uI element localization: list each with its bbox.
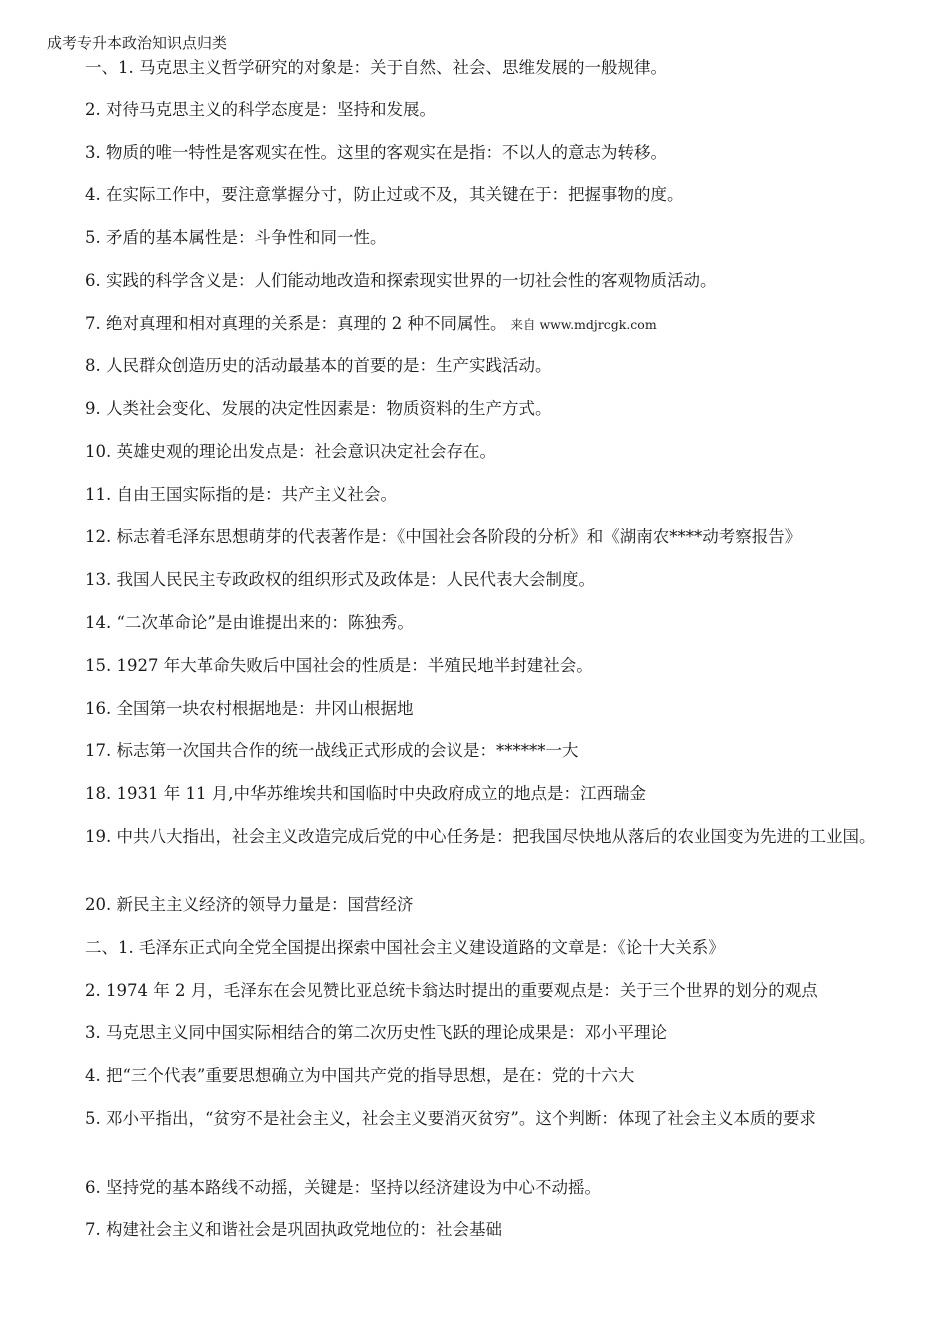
- list-item: 9. 人类社会变化、发展的决定性因素是：物质资料的生产方式。: [85, 399, 552, 418]
- document-title: 成考专升本政治知识点归类: [47, 34, 228, 52]
- list-item: 15. 1927 年大革命失败后中国社会的性质是：半殖民地半封建社会。: [85, 656, 593, 675]
- list-item: 12. 标志着毛泽东思想萌芽的代表著作是：《中国社会各阶段的分析》和《湖南农****动考察报告》: [85, 527, 802, 546]
- source-note: 来自 www.mdjrcgk.com: [510, 317, 657, 332]
- list-item: 19. 中共八大指出，社会主义改造完成后党的中心任务是：把我国尽快地从落后的农业国变为先进的工业国。: [85, 827, 876, 846]
- list-item: 3. 马克思主义同中国实际相结合的第二次历史性飞跃的理论成果是：邓小平理论: [85, 1023, 667, 1042]
- list-item: 14. “二次革命论”是由谁提出来的：陈独秀。: [85, 613, 414, 632]
- list-item: 20. 新民主主义经济的领导力量是：国营经济: [85, 895, 414, 914]
- list-item: 10. 英雄史观的理论出发点是：社会意识决定社会存在。: [85, 442, 496, 461]
- list-item: 8. 人民群众创造历史的活动最基本的首要的是：生产实践活动。: [85, 356, 552, 375]
- list-item: 13. 我国人民民主专政政权的组织形式及政体是：人民代表大会制度。: [85, 570, 595, 589]
- list-item: 7. 构建社会主义和谐社会是巩固执政党地位的：社会基础: [85, 1220, 502, 1239]
- list-item: 2. 对待马克思主义的科学态度是：坚持和发展。: [85, 100, 436, 119]
- list-item: 18. 1931 年 11 月,中华苏维埃共和国临时中央政府成立的地点是：江西瑞金: [85, 784, 646, 803]
- list-item: 6. 实践的科学含义是：人们能动地改造和探索现实世界的一切社会性的客观物质活动。: [85, 271, 717, 290]
- list-item: 11. 自由王国实际指的是：共产主义社会。: [85, 485, 397, 504]
- list-item-text: 7. 绝对真理和相对真理的关系是：真理的 2 种不同属性。: [85, 314, 507, 333]
- list-item: 6. 坚持党的基本路线不动摇，关键是：坚持以经济建设为中心不动摇。: [85, 1178, 601, 1197]
- list-item: 一、1. 马克思主义哲学研究的对象是：关于自然、社会、思维发展的一般规律。: [85, 58, 667, 77]
- list-item: 4. 把“三个代表”重要思想确立为中国共产党的指导思想，是在：党的十六大: [85, 1066, 635, 1085]
- list-item: 16. 全国第一块农村根据地是：井冈山根据地: [85, 699, 414, 718]
- list-item: 4. 在实际工作中，要注意掌握分寸，防止过或不及，其关键在于：把握事物的度。: [85, 185, 684, 204]
- list-item: 5. 邓小平指出，“贫穷不是社会主义，社会主义要消灭贫穷”。这个判断：体现了社会主义本质的要求: [85, 1109, 816, 1128]
- list-item: 5. 矛盾的基本属性是：斗争性和同一性。: [85, 228, 387, 247]
- list-item: 3. 物质的唯一特性是客观实在性。这里的客观实在是指：不以人的意志为转移。: [85, 143, 667, 162]
- list-item: 2. 1974 年 2 月，毛泽东在会见赞比亚总统卡翁达时提出的重要观点是：关于三个世界的划分的观点: [85, 981, 818, 1000]
- list-item: 17. 标志第一次国共合作的统一战线正式形成的会议是：******一大: [85, 741, 579, 760]
- list-item: 二、1. 毛泽东正式向全党全国提出探索中国社会主义建设道路的文章是：《论十大关系》: [85, 938, 725, 957]
- list-item-with-source: [47, 311, 907, 338]
